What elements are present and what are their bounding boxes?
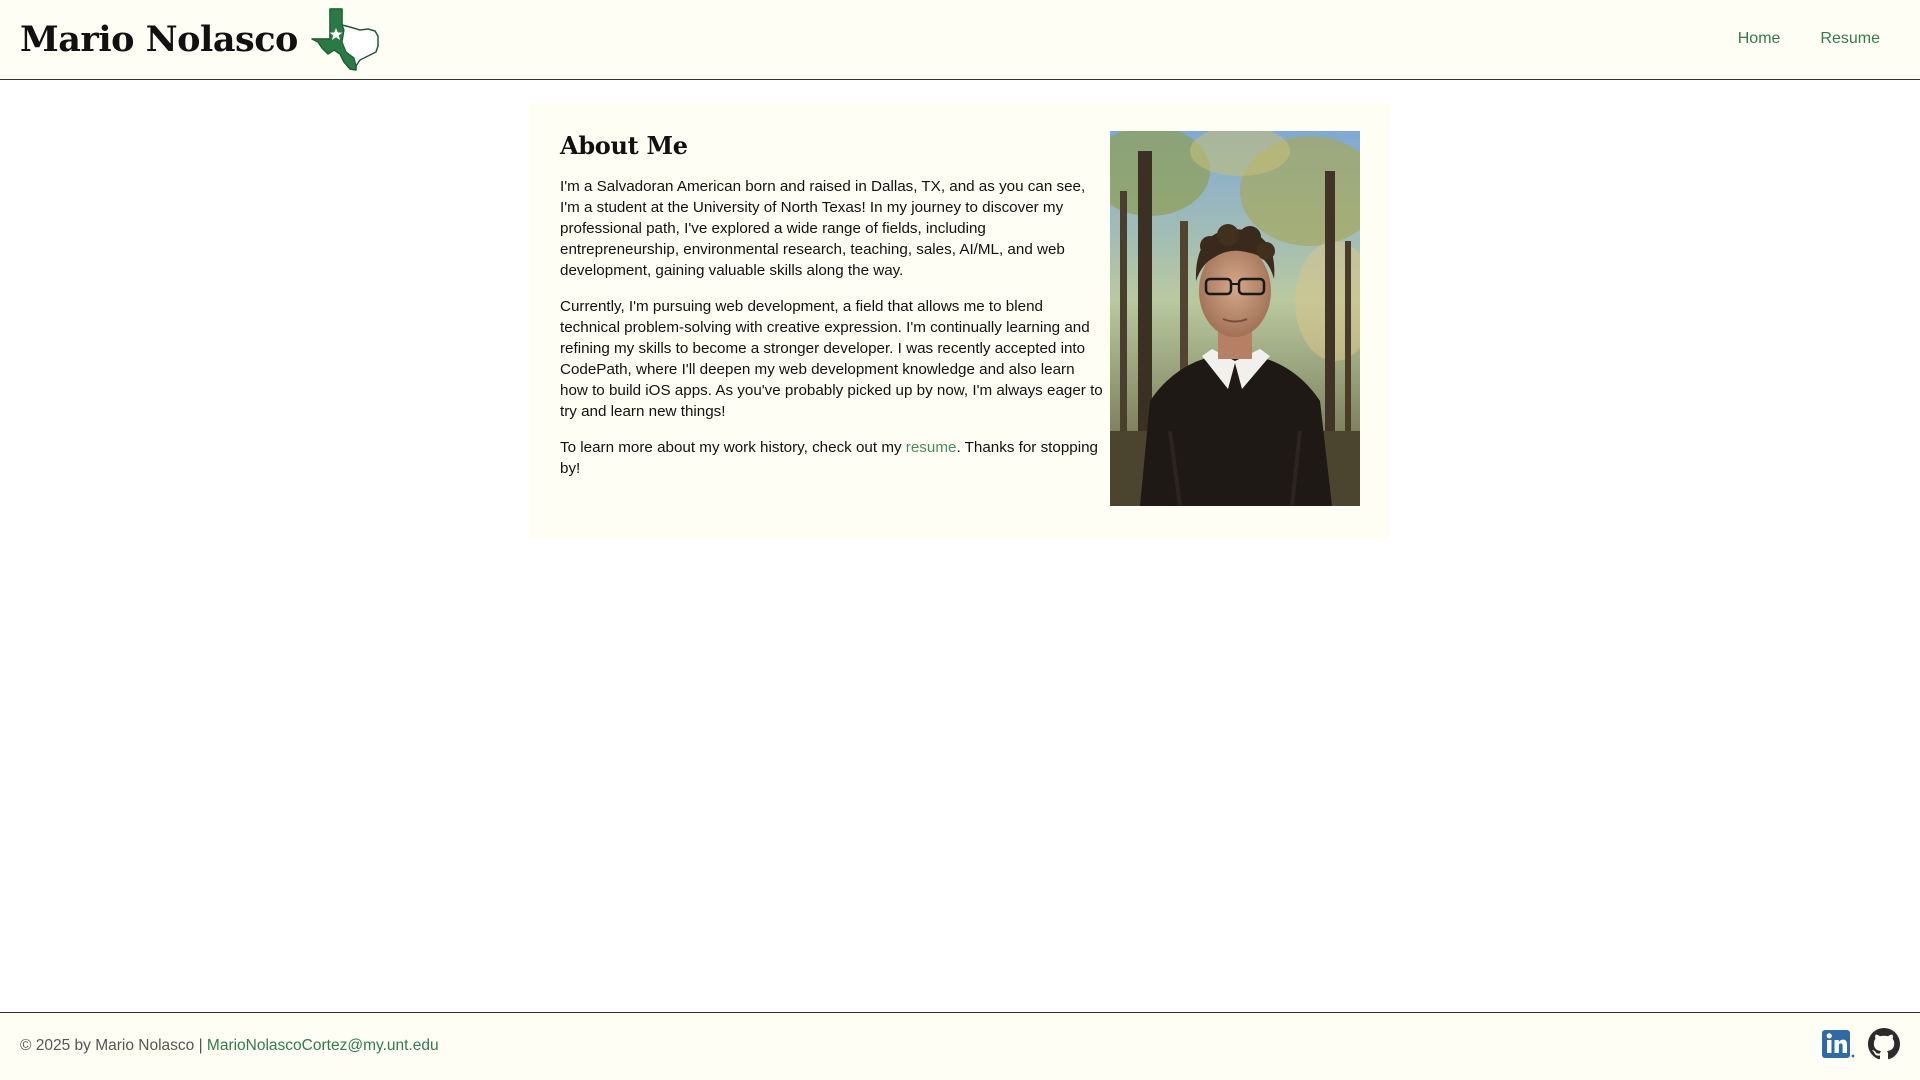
copyright-text: © 2025 by Mario Nolasco [20,1037,195,1054]
about-paragraph-1: I'm a Salvadoran American born and raised in Dallas, TX, and as you can see, I'm a student at the University of North Texas! In my journey to discover my professional path, I've explored a wide range of fields, including entrepreneurship, environmental research, teaching, sales, AI/ML, and web development, gaining valuable skills along the way. [560,178,1086,279]
github-link[interactable] [1868,1028,1900,1065]
footer-separator: | [198,1037,203,1054]
paragraph-3-end: . Thanks for stopping by! [560,439,1098,477]
github-icon [1868,1028,1900,1060]
linkedin-link[interactable] [1822,1029,1856,1064]
resume-inline-link[interactable]: resume [905,439,957,456]
about-card [529,103,1390,540]
about-title: About Me [560,131,688,160]
linkedin-icon [1822,1029,1856,1059]
site-header [0,0,1920,80]
main-nav [1738,30,1880,48]
about-text [560,131,1105,494]
nav-resume-link[interactable]: Resume [1820,30,1880,47]
brand[interactable] [20,6,382,72]
about-paragraph-3 [560,437,1105,479]
email-link[interactable]: MarioNolascoCortez@my.unt.edu [206,1037,439,1054]
about-paragraph-2: Currently, I'm pursuing web development, a field that allows me to blend technical problem-solving with creative expression. I'm continually learning and refining my skills to become a stronger developer. I was recently accepted into CodePath, where I'll deepen my web development knowledge and also learn how to build iOS apps. As you've probably picked up by now, I'm always eager to try and learn new things! [560,298,1103,420]
site-footer [0,1012,1920,1080]
portrait-photo [1110,131,1360,506]
footer-info [20,1037,439,1055]
paragraph-3-start: To learn more about my work history, check out my [560,439,906,456]
nav-home-link[interactable]: Home [1737,30,1781,47]
texas-state-icon [310,6,382,72]
site-title[interactable]: Mario Nolasco [20,18,298,60]
social-links [1822,1028,1900,1065]
